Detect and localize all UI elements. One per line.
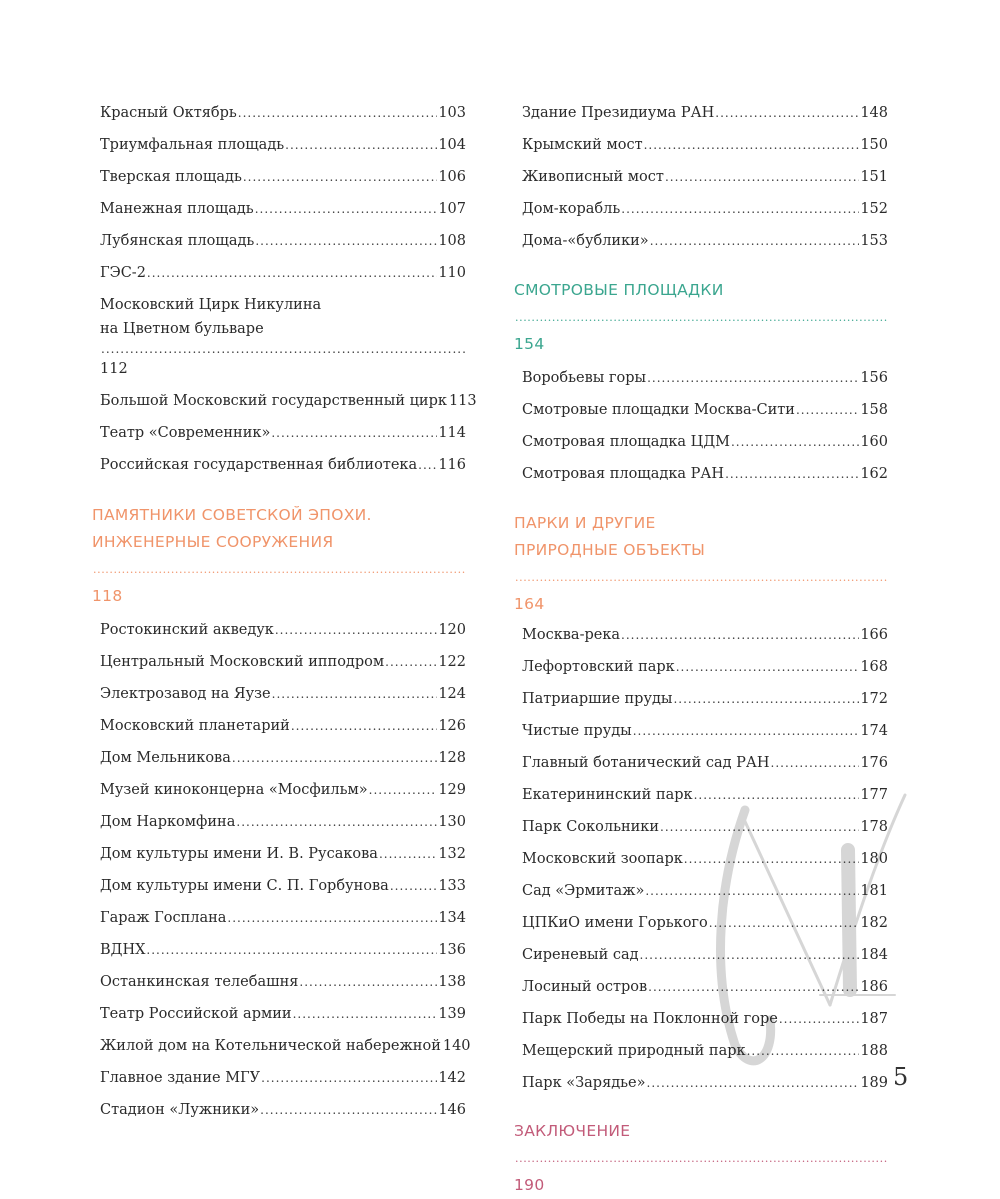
toc-entry[interactable] [100, 423, 466, 455]
toc-entry[interactable] [100, 1068, 466, 1100]
toc-entry-title: Театр «Современник» [100, 425, 271, 441]
toc-entry-title: Гараж Госплана [100, 910, 227, 926]
toc-entry[interactable] [100, 844, 466, 876]
toc-entry-page: 132 [438, 846, 466, 862]
toc-entry-title: Главное здание МГУ [100, 1070, 261, 1086]
leader-dots [644, 135, 860, 155]
leader-dots [515, 304, 887, 331]
toc-entry-page: 162 [860, 466, 888, 482]
toc-entry[interactable] [522, 432, 888, 464]
toc-entry[interactable] [522, 881, 888, 913]
section-page: 164 [514, 595, 545, 613]
leader-dots [261, 1068, 437, 1088]
leader-dots [271, 423, 437, 443]
toc-entry-title: Смотровая площадка РАН [522, 466, 725, 482]
leader-dots [621, 625, 859, 645]
leader-dots [665, 167, 859, 187]
section-heading-conclusion[interactable] [514, 1118, 888, 1199]
toc-entry-page: 174 [860, 723, 888, 739]
toc-entry[interactable] [100, 620, 466, 652]
toc-entry-page: 110 [438, 265, 466, 281]
toc-entry[interactable] [100, 748, 466, 780]
toc-entry-page: 160 [860, 434, 888, 450]
toc-entry[interactable] [522, 977, 888, 1009]
toc-entry-page: 186 [860, 979, 888, 995]
toc-group-soviet [100, 620, 471, 1132]
toc-entry-title: Дом-корабль [522, 201, 621, 217]
toc-entry[interactable] [100, 167, 466, 199]
toc-entry[interactable] [522, 913, 888, 945]
toc-entry-page: 108 [438, 233, 466, 249]
toc-entry-circus-nikulin[interactable] [100, 295, 466, 391]
toc-entry-page: 129 [438, 782, 466, 798]
leader-dots [676, 657, 860, 677]
toc-entry-title: Крымский мост [522, 137, 643, 153]
toc-entry-title: Дом культуры имени С. П. Горбунова [100, 878, 389, 894]
toc-entry-title: Российская государственная библиотека [100, 457, 418, 473]
leader-dots [647, 1073, 860, 1093]
section-title-line1: ПАРКИ И ДРУГИЕ [514, 514, 656, 532]
toc-group-views [514, 368, 888, 496]
leader-dots [650, 231, 860, 251]
leader-dots [673, 689, 859, 709]
toc-entry-title: Дом культуры имени И. В. Русакова [100, 846, 378, 862]
leader-dots [515, 564, 887, 591]
toc-entry-page: 153 [860, 233, 888, 249]
leader-dots [293, 1004, 438, 1024]
leader-dots [236, 812, 437, 832]
toc-entry-title: Тверская площадь [100, 169, 242, 185]
toc-right-column [514, 103, 888, 1199]
toc-entry-title: Сад «Эрмитаж» [522, 883, 645, 899]
toc-entry-page: 134 [438, 910, 466, 926]
toc-entry-page: 189 [860, 1075, 888, 1091]
leader-dots [232, 748, 437, 768]
toc-entry-page: 107 [438, 201, 466, 217]
toc-entry[interactable] [522, 849, 888, 881]
toc-entry-page: 124 [438, 686, 466, 702]
toc-entry[interactable] [522, 625, 888, 657]
leader-dots [715, 103, 859, 123]
leader-dots [101, 339, 465, 359]
toc-group-top-left [100, 103, 466, 295]
toc-entry-title: Дом Мельникова [100, 750, 231, 766]
leader-dots [648, 977, 859, 997]
toc-entry[interactable] [100, 940, 466, 972]
leader-dots [647, 368, 859, 388]
toc-entry-title-line2: на Цветном бульваре [100, 321, 264, 337]
toc-entry-page: 104 [438, 137, 466, 153]
toc-entry[interactable] [522, 721, 888, 753]
toc-entry-page: 184 [860, 947, 888, 963]
toc-entry-page: 138 [438, 974, 466, 990]
toc-entry-page: 122 [438, 654, 466, 670]
toc-entry[interactable] [522, 103, 888, 135]
toc-entry[interactable] [522, 657, 888, 689]
leader-dots [385, 652, 437, 672]
toc-entry-page: 187 [860, 1011, 888, 1027]
toc-entry-page: 128 [438, 750, 466, 766]
toc-entry-page: 151 [860, 169, 888, 185]
leader-dots [255, 231, 437, 251]
toc-entry-title: Электрозавод на Яузе [100, 686, 271, 702]
toc-entry-page: 113 [448, 393, 477, 409]
toc-entry-page: 181 [860, 883, 888, 899]
section-title-line1: ПАМЯТНИКИ СОВЕТСКОЙ ЭПОХИ. [92, 506, 372, 524]
toc-entry-title: ГЭС-2 [100, 265, 146, 281]
toc-entry[interactable] [100, 1100, 466, 1132]
toc-entry-title: Дом Наркомфина [100, 814, 236, 830]
leader-dots [645, 881, 859, 901]
toc-entry-title: Воробьевы горы [522, 370, 647, 386]
toc-entry-title: Жилой дом на Котельнической набережной [100, 1038, 441, 1054]
leader-dots [260, 1100, 437, 1120]
toc-entry[interactable] [100, 199, 466, 231]
leader-dots [725, 464, 859, 484]
leader-dots [390, 876, 438, 896]
toc-entry[interactable] [100, 652, 466, 684]
toc-group-top-right [514, 103, 888, 263]
toc-entry-title: Главный ботанический сад РАН [522, 755, 770, 771]
toc-entry-page: 114 [438, 425, 466, 441]
toc-entry-title: Мещерский природный парк [522, 1043, 746, 1059]
toc-entry[interactable] [522, 167, 888, 199]
section-title-line2: ИНЖЕНЕРНЫЕ СООРУЖЕНИЯ [92, 533, 334, 551]
toc-entry-page: 166 [860, 627, 888, 643]
toc-entry[interactable] [100, 780, 466, 812]
toc-entry-title: Дома-«бублики» [522, 233, 649, 249]
section-heading-parks[interactable] [514, 510, 888, 618]
toc-entry-title: Большой Московский государственный цирк [100, 393, 447, 409]
toc-entry[interactable] [100, 391, 477, 423]
toc-entry-title: Московский планетарий [100, 718, 290, 734]
toc-entry-title: Парк Победы на Поклонной горе [522, 1011, 778, 1027]
toc-entry-title: Стадион «Лужники» [100, 1102, 260, 1118]
toc-entry-page: 142 [438, 1070, 466, 1086]
toc-entry[interactable] [522, 945, 888, 977]
toc-entry-page: 156 [860, 370, 888, 386]
leader-dots [621, 199, 859, 219]
leader-dots [694, 785, 860, 805]
toc-entry-page: 112 [100, 361, 128, 377]
toc-entry-page: 178 [860, 819, 888, 835]
toc-entry-page: 158 [860, 402, 888, 418]
toc-entry-title: Чистые пруды [522, 723, 632, 739]
leader-dots [640, 945, 860, 965]
toc-entry-title: Парк «Зарядье» [522, 1075, 646, 1091]
leader-dots [285, 135, 437, 155]
toc-entry-title: Смотровая площадка ЦДМ [522, 434, 730, 450]
toc-entry[interactable] [100, 1004, 466, 1036]
toc-left-column [92, 103, 477, 1132]
leader-dots [238, 103, 438, 123]
section-heading-soviet-monuments[interactable] [92, 502, 466, 610]
leader-dots [747, 1041, 860, 1061]
toc-entry[interactable] [100, 135, 466, 167]
toc-entry[interactable] [100, 231, 466, 263]
leader-dots [147, 263, 437, 283]
toc-entry[interactable] [100, 263, 466, 295]
toc-entry[interactable] [522, 464, 888, 496]
toc-entry-page: 146 [438, 1102, 466, 1118]
leader-dots [146, 940, 437, 960]
leader-dots [796, 400, 859, 420]
toc-entry-title: ВДНХ [100, 942, 146, 958]
toc-entry-page: 172 [860, 691, 888, 707]
leader-dots [255, 199, 438, 219]
toc-entry-title: Останкинская телебашня [100, 974, 299, 990]
section-page: 154 [514, 335, 545, 353]
toc-entry-page: 188 [860, 1043, 888, 1059]
toc-entry[interactable] [522, 231, 888, 263]
toc-entry-page: 139 [438, 1006, 466, 1022]
toc-group-parks [514, 625, 888, 1105]
toc-entry-title: Манежная площадь [100, 201, 254, 217]
leader-dots [660, 817, 859, 837]
toc-entry[interactable] [100, 716, 466, 748]
toc-entry-page: 150 [860, 137, 888, 153]
toc-entry-title: Сиреневый сад [522, 947, 639, 963]
leader-dots [418, 455, 437, 475]
toc-entry-title: Парк Сокольники [522, 819, 660, 835]
page-number: 5 [893, 1063, 909, 1091]
toc-entry-title: Музей киноконцерна «Мосфильм» [100, 782, 368, 798]
toc-entry-title: Центральный Московский ипподром [100, 654, 385, 670]
toc-entry[interactable] [100, 455, 466, 487]
leader-dots [779, 1009, 859, 1029]
leader-dots [291, 716, 437, 736]
section-page: 190 [514, 1176, 545, 1194]
leader-dots [684, 849, 860, 869]
leader-dots [227, 908, 437, 928]
toc-entry-page: 180 [860, 851, 888, 867]
toc-entry-title: Лубянская площадь [100, 233, 255, 249]
toc-entry-page: 136 [438, 942, 466, 958]
toc-entry-title: Живописный мост [522, 169, 664, 185]
leader-dots [633, 721, 860, 741]
toc-entry[interactable] [522, 1041, 888, 1073]
toc-entry-title: Лосиный остров [522, 979, 648, 995]
toc-entry-title: Театр Российской армии [100, 1006, 292, 1022]
toc-entry-title: Триумфальная площадь [100, 137, 285, 153]
toc-entry-page: 152 [860, 201, 888, 217]
toc-entry[interactable] [100, 876, 466, 908]
toc-entry-title: Патриаршие пруды [522, 691, 673, 707]
leader-dots [369, 780, 438, 800]
toc-entry[interactable] [522, 1009, 888, 1041]
toc-entry-page: 116 [438, 457, 466, 473]
toc-entry-title-line1: Московский Цирк Никулина [100, 297, 322, 313]
toc-entry[interactable] [100, 103, 466, 135]
toc-entry[interactable] [100, 972, 466, 1004]
toc-entry-page: 106 [438, 169, 466, 185]
toc-group-mid-left [100, 391, 477, 487]
toc-entry-page: 177 [860, 787, 888, 803]
toc-entry-page: 176 [860, 755, 888, 771]
toc-entry[interactable] [100, 1036, 471, 1068]
section-page: 118 [92, 587, 123, 605]
leader-dots [731, 432, 859, 452]
toc-entry[interactable] [522, 817, 888, 849]
toc-entry-page: 133 [438, 878, 466, 894]
toc-entry[interactable] [522, 199, 888, 231]
leader-dots [275, 620, 437, 640]
toc-entry-page: 120 [438, 622, 466, 638]
toc-entry-title: ЦПКиО имени Горького [522, 915, 708, 931]
toc-entry-title: Московский зоопарк [522, 851, 683, 867]
leader-dots [272, 684, 438, 704]
leader-dots [379, 844, 437, 864]
leader-dots [299, 972, 437, 992]
toc-entry[interactable] [522, 368, 888, 400]
toc-entry-title: Красный Октябрь [100, 105, 237, 121]
section-title: ЗАКЛЮЧЕНИЕ [514, 1122, 631, 1140]
toc-entry-page: 182 [860, 915, 888, 931]
toc-entry-title: Смотровые площадки Москва-Сити [522, 402, 795, 418]
leader-dots [243, 167, 437, 187]
leader-dots [709, 913, 860, 933]
toc-entry-page: 148 [860, 105, 888, 121]
toc-entry-title: Екатерининский парк [522, 787, 693, 803]
toc-entry-page: 140 [442, 1038, 471, 1054]
toc-entry[interactable] [522, 1073, 888, 1105]
section-title: СМОТРОВЫЕ ПЛОЩАДКИ [514, 281, 724, 299]
toc-entry[interactable] [522, 400, 888, 432]
toc-entry-page: 103 [438, 105, 466, 121]
toc-entry[interactable] [522, 785, 888, 817]
section-heading-viewpoints[interactable] [514, 277, 888, 358]
toc-entry-page: 130 [438, 814, 466, 830]
toc-entry-title: Ростокинский акведук [100, 622, 274, 638]
toc-entry-page: 126 [438, 718, 466, 734]
toc-entry[interactable] [100, 812, 466, 844]
toc-entry-title: Москва-река [522, 627, 621, 643]
toc-entry[interactable] [100, 908, 466, 940]
toc-entry-title: Лефортовский парк [522, 659, 675, 675]
toc-entry[interactable] [522, 689, 888, 721]
section-title-line2: ПРИРОДНЫЕ ОБЪЕКТЫ [514, 541, 706, 559]
toc-entry[interactable] [100, 684, 466, 716]
toc-entry[interactable] [522, 753, 888, 785]
toc-entry-page: 168 [860, 659, 888, 675]
leader-dots [515, 1145, 887, 1172]
toc-entry-title: Здание Президиума РАН [522, 105, 715, 121]
toc-entry[interactable] [522, 135, 888, 167]
leader-dots [93, 556, 465, 583]
leader-dots [771, 753, 860, 773]
